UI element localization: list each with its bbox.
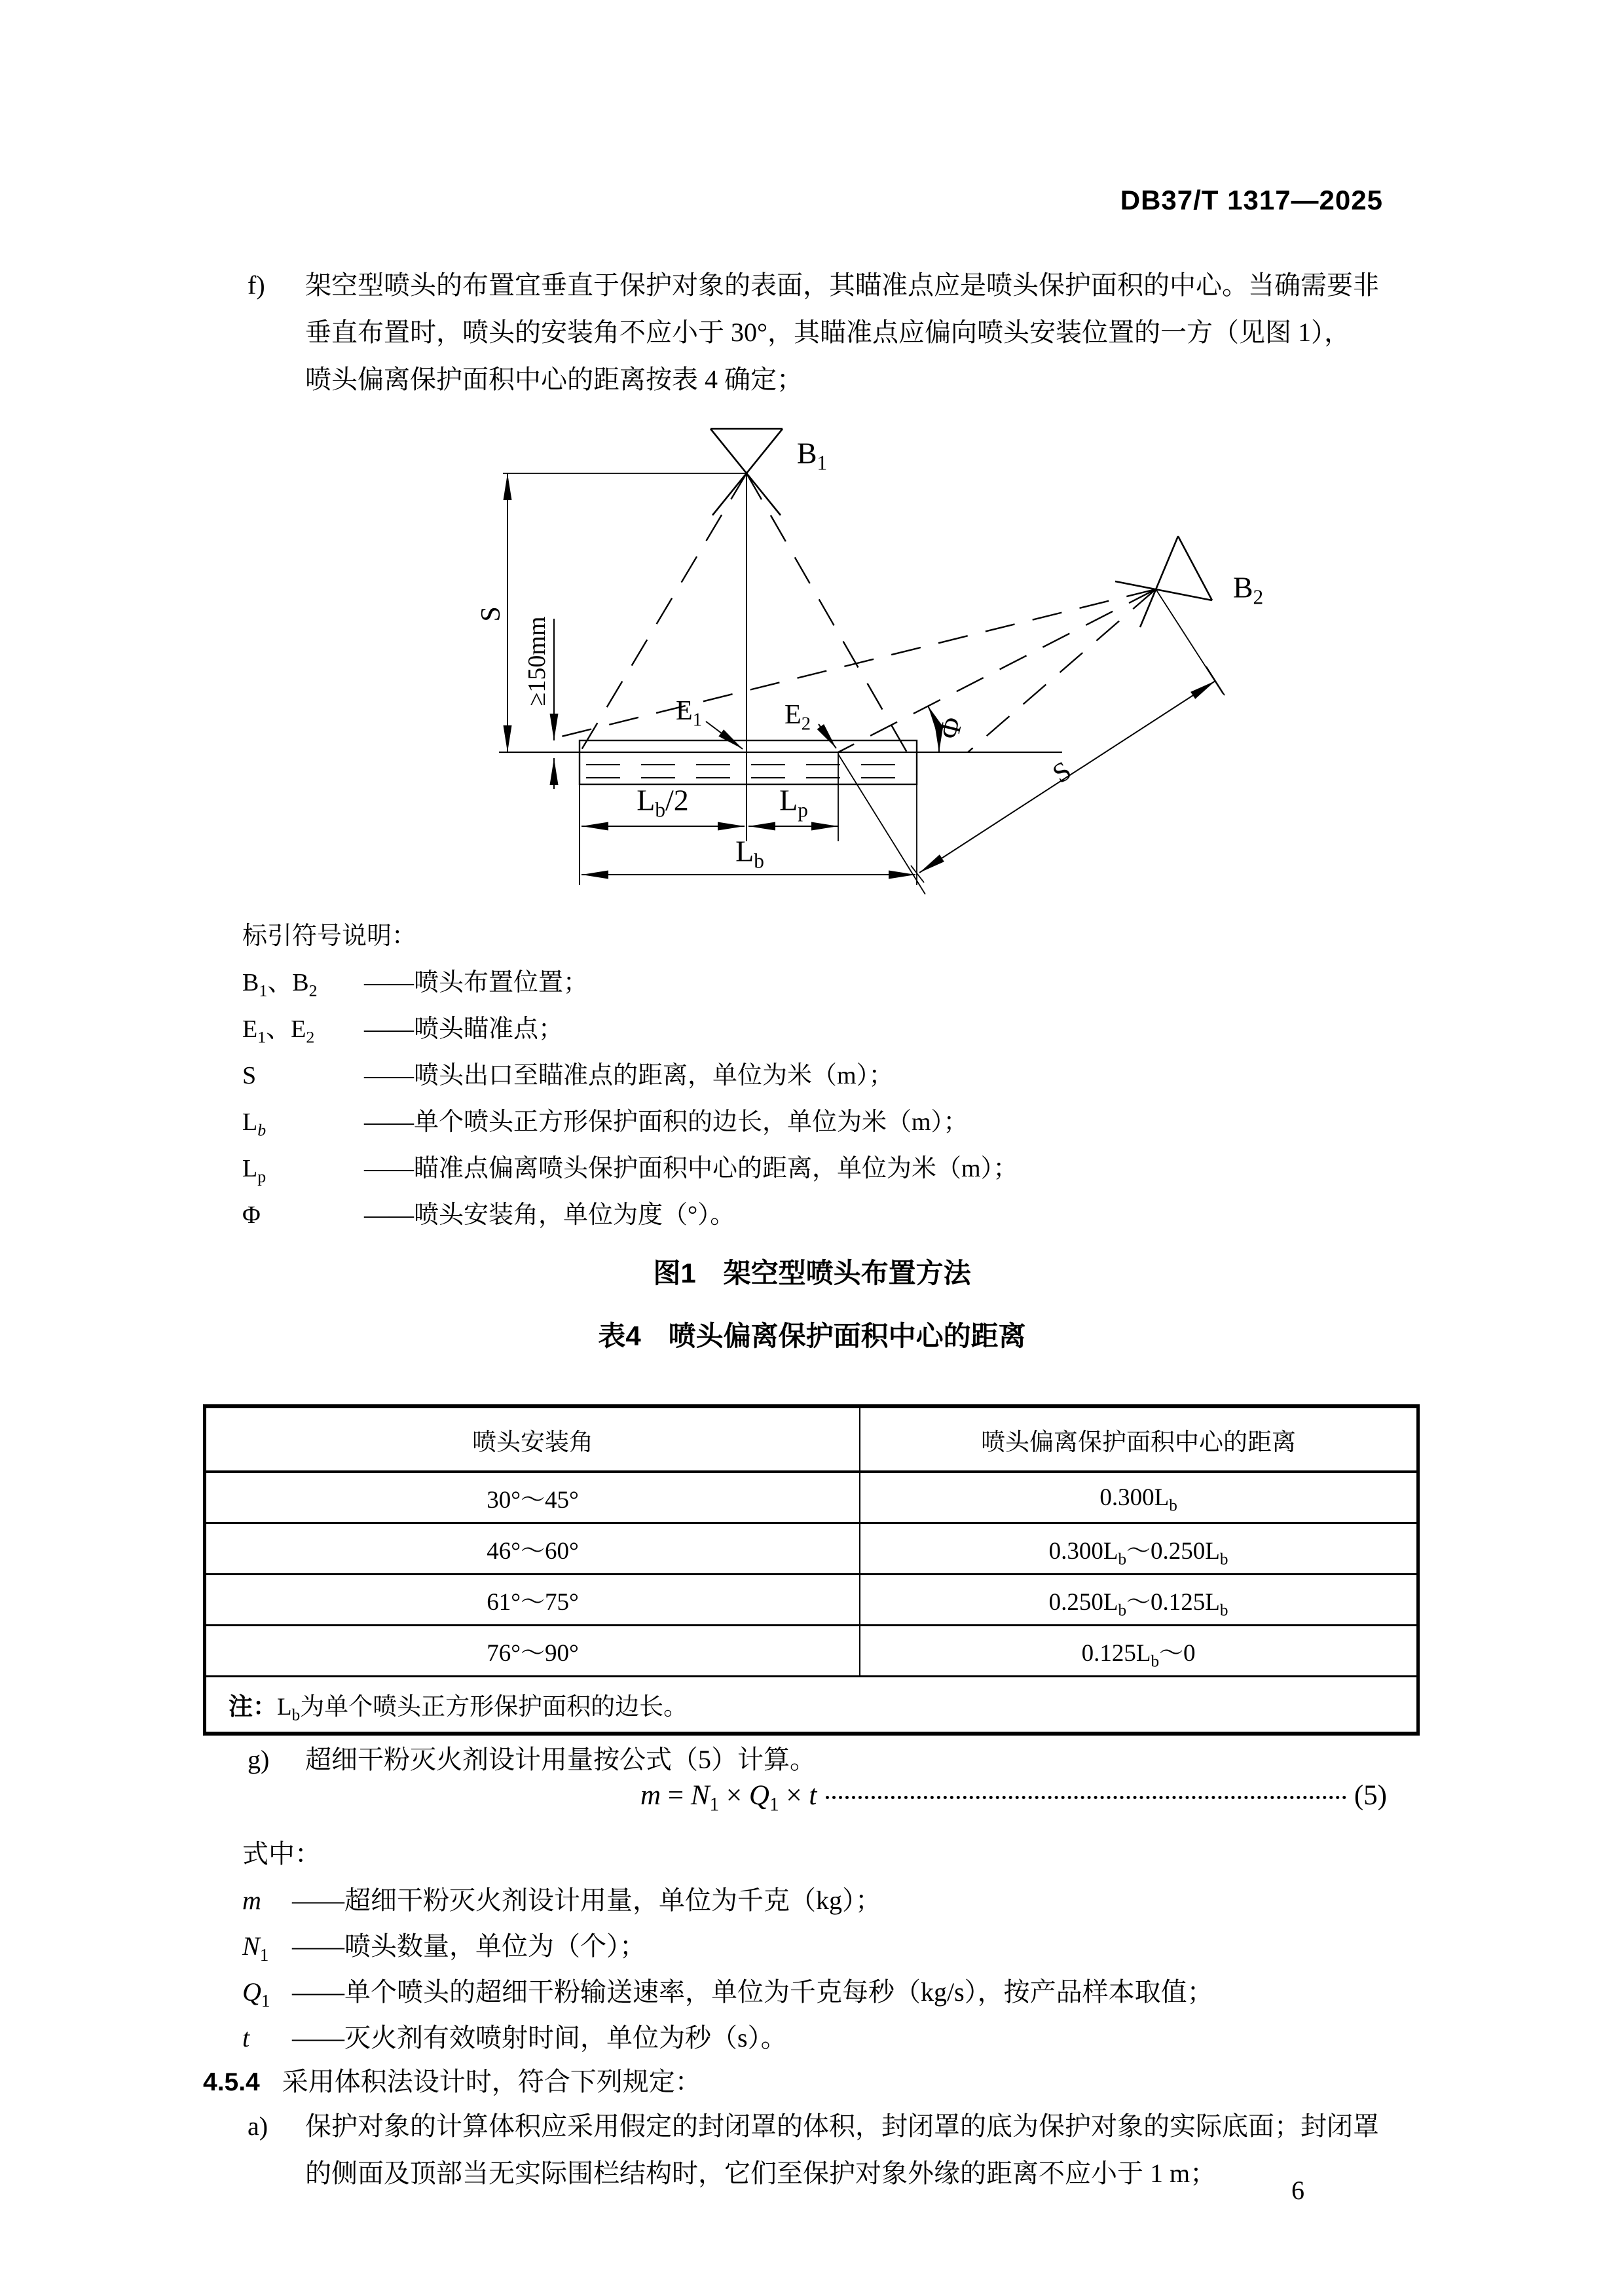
lb-label: $L_b$ xyxy=(735,834,764,873)
cell-angle: 46°～60° xyxy=(205,1523,860,1574)
table4-header-row xyxy=(205,1406,1418,1472)
cell-distance: $0.300L_b$ xyxy=(860,1472,1418,1523)
legend-symbol: $E_1$、$E_2$ xyxy=(242,1015,315,1047)
e1-label: $E_1$ xyxy=(676,696,702,731)
table-row xyxy=(205,1472,1418,1523)
figure1-caption-num: 图1 xyxy=(653,1258,696,1288)
figure1-caption xyxy=(0,1252,1624,1291)
legend-item xyxy=(242,1192,1018,1239)
cell-distance: $0.125L_b\sim 0$ xyxy=(860,1625,1418,1676)
b2-spray-edges xyxy=(545,589,1156,752)
dot-leader xyxy=(826,1796,1346,1799)
formula-5-number: (5) xyxy=(1354,1780,1387,1811)
slab-center-dashed-lines xyxy=(586,765,912,778)
legend-symbol: S xyxy=(242,1062,257,1089)
clause-4-5-4 xyxy=(203,2061,701,2098)
paragraph-item-a xyxy=(248,2103,1387,2197)
legend-desc: ——喷头安装角，单位为度（°）。 xyxy=(364,1201,735,1229)
table4-caption-title: 喷头偏离保护面积中心的距离 xyxy=(668,1321,1026,1351)
clause-text: 采用体积法设计时，符合下列规定： xyxy=(282,2067,701,2096)
item-f-line1: f) 架空型喷头的布置宜垂直于保护对象的表面，其瞄准点应是喷头保护面积的中心。当确需要非 xyxy=(248,262,1387,309)
table-row xyxy=(205,1523,1418,1574)
legend-desc: ——瞄准点偏离喷头保护面积中心的距离，单位为米（m）； xyxy=(364,1155,1018,1182)
min-distance-label: ≥150mm xyxy=(523,616,551,706)
item-a-line2: 的侧面及顶部当无实际围栏结构时，它们至保护对象外缘的距离不应小于 1 m； xyxy=(305,2159,1217,2188)
e2-pointer-arrow xyxy=(819,724,836,748)
legend-desc: ——喷头瞄准点； xyxy=(364,1015,564,1043)
item-f-line2: 垂直布置时，喷头的安装角不应小于 30°，其瞄准点应偏向喷头安装位置的一方（见图 1）， xyxy=(305,318,1350,347)
legend-item xyxy=(242,960,1018,1006)
formula-5-expression: $m = N_1 \times Q_1 \times t$ xyxy=(640,1780,817,1815)
table4-note: 注：$L_b$为单个喷头正方形保护面积的边长。 xyxy=(205,1676,1418,1734)
table-row xyxy=(205,1625,1418,1676)
table-row xyxy=(205,1574,1418,1625)
s-diagonal-label: S xyxy=(1047,756,1077,790)
table4-caption xyxy=(0,1315,1624,1354)
legend-list xyxy=(242,960,1018,1239)
legend-symbol: Φ xyxy=(242,1201,261,1229)
table4-header-distance: 喷头偏离保护面积中心的距离 xyxy=(860,1406,1418,1472)
cell-angle: 30°～45° xyxy=(205,1472,860,1523)
variable-symbol: $N_1$ xyxy=(242,1931,269,1965)
item-f-marker: f) xyxy=(248,270,265,300)
item-g-marker: g) xyxy=(248,1745,270,1774)
variable-desc: ——超细干粉灭火剂设计用量，单位为千克（kg）； xyxy=(292,1886,881,1915)
item-a-line1: 保护对象的计算体积应采用假定的封闭罩的体积，封闭罩的底为保护对象的实际底面；封闭罩 xyxy=(305,2111,1379,2141)
cell-angle: 76°～90° xyxy=(205,1625,860,1676)
cell-distance: $0.300L_b\sim 0.250L_b$ xyxy=(860,1523,1418,1574)
formula-5-row xyxy=(248,1779,1387,1815)
legend-item xyxy=(242,1146,1018,1192)
legend-symbol: $L_b$ xyxy=(242,1108,267,1140)
doc-number: DB37/T 1317—2025 xyxy=(1120,185,1383,215)
item-g-text: 超细干粉灭火剂设计用量按公式（5）计算。 xyxy=(305,1745,816,1774)
legend-symbol: $B_1$、$B_2$ xyxy=(242,969,318,1000)
variable-symbol: m xyxy=(242,1886,261,1915)
table4 xyxy=(203,1404,1420,1736)
variable-symbol: t xyxy=(242,2023,250,2052)
legend-symbol: $L_p$ xyxy=(242,1155,267,1186)
legend-desc: ——单个喷头正方形保护面积的边长，单位为米（m）； xyxy=(364,1108,969,1136)
legend-item xyxy=(242,1006,1018,1053)
legend-desc: ——喷头出口至瞄准点的距离，单位为米（m）； xyxy=(364,1062,894,1089)
legend-desc: ——喷头布置位置； xyxy=(364,969,589,996)
clause-number: 4.5.4 xyxy=(203,2068,260,2096)
page-number: 6 xyxy=(1291,2176,1304,2205)
variable-row xyxy=(242,2015,1213,2061)
variable-row xyxy=(242,1923,1213,1969)
cell-angle: 61°～75° xyxy=(205,1574,860,1625)
lp-label: $L_p$ xyxy=(779,783,808,822)
nozzle-layout-drawing xyxy=(0,0,1624,982)
b2-label: $B_2$ xyxy=(1232,570,1264,609)
where-label: 式中： xyxy=(242,1839,321,1868)
s-vertical-label: S xyxy=(476,606,506,622)
e1-pointer-arrow xyxy=(706,721,743,749)
table4-caption-num: 表4 xyxy=(598,1321,641,1351)
b1-spray-edges xyxy=(580,473,907,753)
paragraph-item-g xyxy=(248,1736,1387,1783)
table4-header-angle: 喷头安装角 xyxy=(205,1406,860,1472)
variable-row xyxy=(242,1969,1213,2015)
legend-item xyxy=(242,1099,1018,1146)
table4-note-row xyxy=(205,1676,1418,1734)
legend-title: 标引符号说明： xyxy=(242,922,417,950)
b1-label: $B_1$ xyxy=(796,436,828,475)
item-f-line3: 喷头偏离保护面积中心的距离按表 4 确定； xyxy=(305,365,803,394)
variable-row xyxy=(242,1878,1213,1923)
item-a-marker: a) xyxy=(248,2111,268,2141)
lb-half-label: $L_b/2$ xyxy=(637,783,689,822)
legend-item xyxy=(242,1053,1018,1099)
e2-label: $E_2$ xyxy=(784,700,811,735)
b2-nozzle-icon xyxy=(1115,536,1212,627)
variable-definitions xyxy=(242,1878,1213,2061)
variable-desc: ——喷头数量，单位为（个）； xyxy=(292,1931,646,1961)
figure1-caption-title: 架空型喷头布置方法 xyxy=(723,1258,971,1288)
e2-diagonal-extension xyxy=(838,754,925,894)
variable-symbol: $Q_1$ xyxy=(242,1977,270,2011)
cell-distance: $0.250L_b\sim 0.125L_b$ xyxy=(860,1574,1418,1625)
phi-label: Φ xyxy=(932,714,969,742)
variable-desc: ——单个喷头的超细干粉输送速率，单位为千克每秒（kg/s），按产品样本取值； xyxy=(292,1977,1213,2007)
variable-desc: ——灭火剂有效喷射时间，单位为秒（s）。 xyxy=(292,2023,787,2052)
figure1-diagram xyxy=(0,0,1624,982)
